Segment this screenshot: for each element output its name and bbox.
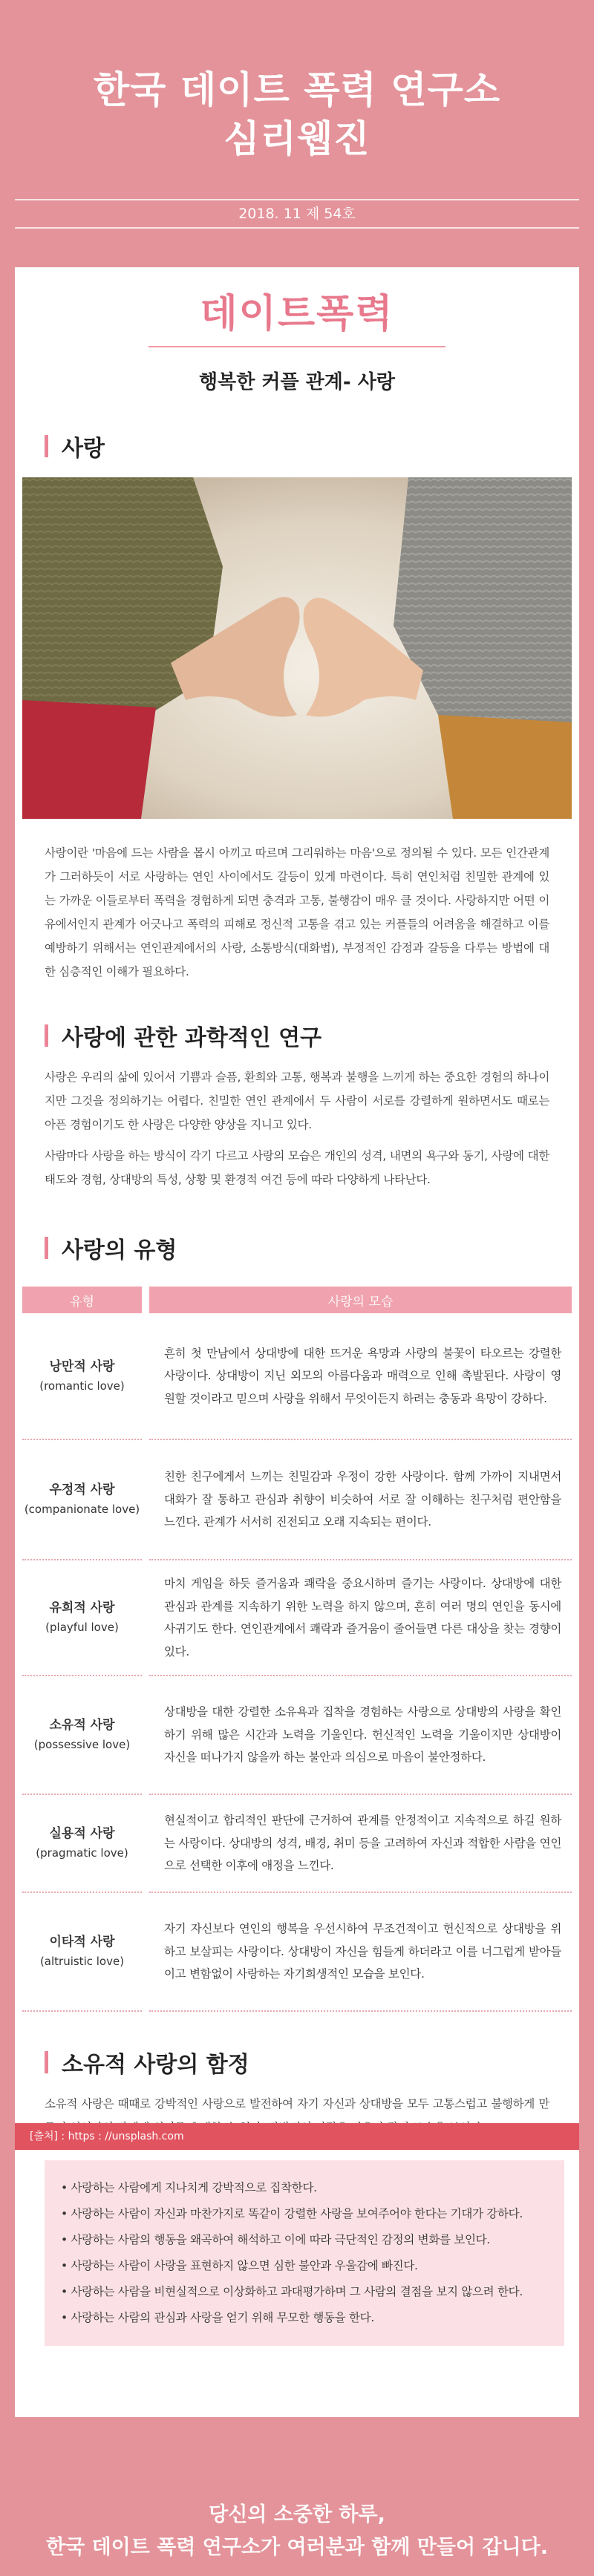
table-row [22, 1439, 572, 1560]
love-types-table [22, 1287, 572, 2012]
subtitle: 행복한 커플 관계- 사랑 [199, 371, 395, 393]
type-name-cell [22, 1560, 146, 1676]
type-name-en: (companionate love) [24, 1503, 140, 1516]
type-name-en: (pragmatic love) [36, 1846, 128, 1860]
section-trap [15, 2049, 579, 2346]
type-name-cell [22, 1313, 146, 1439]
issue-info: 2018. 11 제 54호 [15, 199, 579, 229]
type-name-cell [22, 1794, 146, 1892]
type-name: 낭만적 사랑 [49, 1359, 115, 1374]
heading-text: 사랑에 관한 과학적인 연구 [62, 1025, 322, 1051]
source-credit: [출처] : https : //unsplash.com [15, 2123, 579, 2150]
heading-text: 사랑의 유형 [62, 1238, 177, 1264]
section-heading [45, 1022, 549, 1049]
heading-bar [45, 1237, 48, 1259]
table-header-row [22, 1287, 572, 1313]
webzine-title [0, 65, 594, 163]
type-desc: 마치 게임을 하듯 즐거움과 쾌락을 중요시하며 즐기는 사랑이다. 상대방에 대한 관심과 관계를 지속하기 위한 노력을 하지 않으며, 흔히 여러 명의 연인을 동시에 사귀기도 한다. 연인관계에서 쾌락과 즐거움이 줄어들면 다른 대상을 찾는 경향이 있다. [146, 1560, 572, 1676]
heading-bar [45, 2051, 48, 2073]
type-desc: 현실적이고 합리적인 판단에 근거하여 관계를 안정적이고 지속적으로 하길 원하는 사랑이다. 상대방의 성격, 배경, 취미 등을 고려하여 자신과 적합한 사람을 연인으로 선택한 이후에 애정을 느낀다. [146, 1794, 572, 1892]
footer-line-2: 한국 데이트 폭력 연구소가 여러분과 함께 만들어 갑니다. [46, 2536, 548, 2559]
content-card [15, 267, 579, 2417]
type-name: 유희적 사랑 [49, 1601, 115, 1615]
type-name: 우정적 사랑 [49, 1482, 115, 1497]
title-line-1: 한국 데이트 폭력 연구소 [93, 68, 501, 111]
type-desc: 자기 자신보다 연인의 행복을 우선시하여 무조건적이고 헌신적으로 상대방을 위하고 보살피는 사랑이다. 상대방이 자신을 힘들게 하더라고 이를 너그럽게 받아들이고 변함없이 사랑하는 자기희생적인 모습을 보인다. [146, 1892, 572, 2011]
section-science [15, 1022, 579, 1191]
heart-hands-photo [22, 477, 572, 819]
table-row [22, 1892, 572, 2011]
list-item: • 사랑하는 사람에게 지나치게 강박적으로 집착한다. [61, 2175, 549, 2201]
section-types [15, 1235, 579, 2012]
section-heading [45, 433, 549, 460]
type-name-cell [22, 1439, 146, 1560]
list-item: • 사랑하는 사람의 관심과 사랑을 얻기 위해 무모한 행동을 한다. [61, 2305, 549, 2331]
table-row [22, 1794, 572, 1892]
type-name-cell [22, 1892, 146, 2011]
page-header [0, 0, 594, 249]
heart-hands-illustration [22, 477, 572, 819]
type-name: 소유적 사랑 [49, 1718, 115, 1733]
obsessive-love-list [45, 2160, 564, 2346]
type-name-en: (romantic love) [39, 1379, 125, 1393]
heading-bar [45, 1024, 48, 1047]
page-footer [0, 2417, 594, 2576]
list-item: • 사랑하는 사람이 자신과 마찬가지로 똑같이 강렬한 사랑을 보여주어야 한다는 기대가 강하다. [61, 2201, 549, 2227]
science-paragraph-2: 사람마다 사랑을 하는 방식이 각기 다르고 사랑의 모습은 개인의 성격, 내면의 욕구와 동기, 사랑에 대한 태도와 경험, 상대방의 특성, 상황 및 환경적 여건 등에 따라 다양하게 나타난다. [45, 1149, 549, 1186]
title-divider [148, 346, 446, 347]
list-item: • 사랑하는 사람을 비현실적으로 이상화하고 과대평가하며 그 사람의 결점을 보지 않으려 한다. [61, 2279, 549, 2305]
type-name-en: (altruistic love) [39, 1955, 125, 1968]
table-row [22, 1560, 572, 1676]
type-desc: 상대방을 대한 강렬한 소유욕과 집착을 경험하는 사랑으로 상대방의 사랑을 확인하기 위해 많은 시간과 노력을 기울인다. 헌신적인 노력을 기울이지만 상대방이 자신을 떠나가지 않을까 하는 불안과 의심으로 마음이 불안정하다. [146, 1676, 572, 1794]
type-desc: 흔히 첫 만남에서 상대방에 대한 뜨거운 욕망과 사랑의 불꽃이 타오르는 강렬한 사랑이다. 상대방이 지닌 외모의 아름다움과 매력으로 인해 촉발된다. 사랑이 영원할 것이라고 믿으며 사랑을 위해서 무엇이든지 하려는 충동과 욕망이 강하다. [146, 1313, 572, 1439]
type-name: 실용적 사랑 [49, 1826, 115, 1841]
type-name: 이타적 사랑 [49, 1935, 115, 1949]
trap-paragraph: 소유적 사랑은 때때로 강박적인 사랑으로 발전하여 자기 자신과 상대방을 모두 고통스럽고 불행하게 만 [45, 2097, 549, 2111]
heading-text: 사랑 [62, 436, 105, 462]
col-type-header: 유형 [22, 1287, 146, 1313]
heading-bar [45, 435, 48, 457]
col-desc-header: 사랑의 모습 [146, 1287, 572, 1313]
love-paragraph: 사랑이란 '마음에 드는 사람을 몹시 아끼고 따르며 그리워하는 마음'으로 정의될 수 있다. 모든 인간관계가 그러하듯이 서로 사랑하는 연인 사이에서도 갈등이 있게 마련이다. 특히 연인처럼 친밀한 관계에 있는 가까운 이들로부터 폭력을 경험하게 되면 충격과 고통, 불행감이 매우 클 것이다. 사랑하지만 어떤 이유에서인지 관계가 어긋나고 폭력의 피해로 정신적 고통을 겪고 있는 커플들의 어려움을 해결하고 이를 예방하기 위해서는 연인관계에서의 사랑, 소통방식(대화법), 부정적인 감정과 갈등을 다루는 방법에 대한 심층적인 이해가 필요하다. [45, 846, 549, 978]
section-love [15, 433, 579, 984]
section-heading [45, 1235, 549, 1264]
type-desc: 친한 친구에게서 느끼는 친밀감과 우정이 강한 사랑이다. 함께 가까이 지내면서 대화가 잘 통하고 관심과 취향이 비슷하여 서로 잘 이해하는 친구처럼 편안함을 느낀다. 관계가 서서히 진전되고 오래 지속되는 편이다. [146, 1439, 572, 1560]
heading-text: 소유적 사랑의 함정 [62, 2052, 249, 2078]
table-row [22, 1676, 572, 1794]
footer-line-1: 당신의 소중한 하루, [209, 2503, 385, 2526]
science-paragraph-1: 사랑은 우리의 삶에 있어서 기쁨과 슬픔, 환희와 고통, 행복과 불행을 느끼게 하는 중요한 경험의 하나이지만 그것을 정의하기는 어렵다. 친밀한 연인 관계에서 두 사람이 서로를 강렬하게 원하면서도 때로는 아픈 경험이기도 한 사랑은 다양한 양상을 지니고 있다. [45, 1070, 549, 1131]
list-item: • 사랑하는 사람이 사랑을 표현하지 않으면 심한 불안과 우울감에 빠진다. [61, 2253, 549, 2279]
type-name-en: (possessive love) [33, 1738, 131, 1751]
section-heading [45, 2049, 549, 2076]
type-name-cell [22, 1676, 146, 1794]
list-item: • 사랑하는 사람의 행동을 왜곡하여 해석하고 이에 따라 극단적인 감정의 변화를 보인다. [61, 2227, 549, 2253]
main-title: 데이트폭력 [200, 292, 394, 336]
type-name-en: (playful love) [45, 1621, 119, 1634]
table-row [22, 1313, 572, 1439]
title-line-2: 심리웹진 [223, 117, 371, 160]
